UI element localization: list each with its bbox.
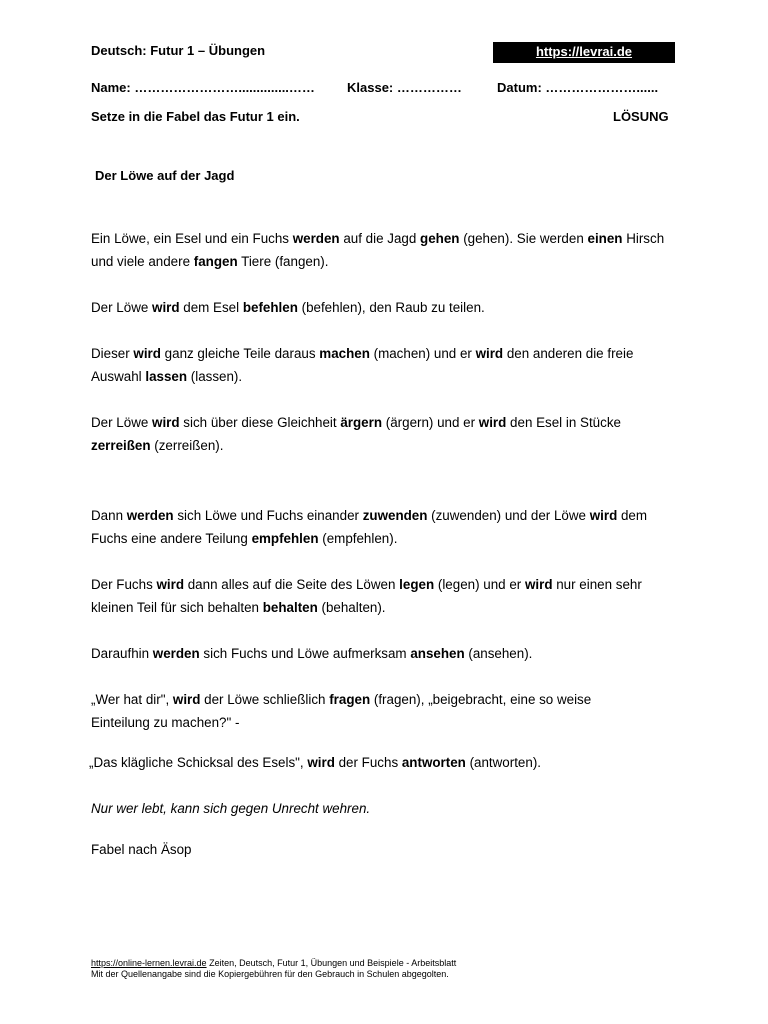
answer-word: antworten xyxy=(401,755,466,770)
story-text: (gehen). Sie werden xyxy=(459,231,588,246)
story-title: Der Löwe auf der Jagd xyxy=(95,168,235,183)
answer-word: wird xyxy=(152,415,180,430)
instruction-text: Setze in die Fabel das Futur 1 ein. xyxy=(91,109,300,124)
story-text: (ansehen). xyxy=(464,646,533,661)
story-source: Fabel nach Äsop xyxy=(91,842,192,857)
answer-word: wird xyxy=(152,300,180,315)
answer-word: machen xyxy=(319,346,370,361)
answer-word: empfehlen xyxy=(251,531,319,546)
story-text: dann alles auf die Seite des Löwen xyxy=(184,577,400,592)
answer-word: werden xyxy=(126,508,174,523)
story-paragraph xyxy=(91,342,679,388)
story-text: der Löwe schließlich xyxy=(200,692,330,707)
story-text: den Esel in Stücke xyxy=(506,415,621,430)
klasse-field: Klasse: …………… xyxy=(347,80,462,95)
footer-line-2: Mit der Quellenangabe sind die Kopiergebühren für den Gebrauch in Schulen abgegolten. xyxy=(91,969,449,979)
datum-field: Datum: …………………...... xyxy=(497,80,659,95)
story-text: sich über diese Gleichheit xyxy=(179,415,341,430)
answer-word: zuwenden xyxy=(362,508,428,523)
story-text: dem Esel xyxy=(179,300,243,315)
story-text: Dann xyxy=(91,508,127,523)
answer-word: wird xyxy=(475,346,504,361)
story-text: Daraufhin xyxy=(91,646,153,661)
story-text: (zuwenden) und der Löwe xyxy=(427,508,590,523)
answer-word: befehlen xyxy=(242,300,298,315)
story-paragraph xyxy=(91,573,679,619)
story-paragraph xyxy=(89,751,677,774)
answer-word: ansehen xyxy=(410,646,465,661)
story-text: ganz gleiche Teile daraus xyxy=(160,346,320,361)
worksheet-title: Deutsch: Futur 1 – Übungen xyxy=(91,43,266,58)
answer-word: werden xyxy=(292,231,340,246)
story-paragraph xyxy=(91,296,679,319)
story-text: (fragen), „beigebracht, eine so weise Einteilung zu machen?" - xyxy=(91,692,592,730)
footer-line-1 xyxy=(91,958,456,969)
story-text: (legen) und er xyxy=(434,577,525,592)
site-url-link[interactable]: https://levrai.de xyxy=(493,42,675,63)
answer-word: behalten xyxy=(262,600,318,615)
story-text: den anderen die freie Auswahl xyxy=(91,346,634,384)
story-paragraph xyxy=(91,688,651,734)
answer-word: wird xyxy=(589,508,618,523)
story-text: (lassen). xyxy=(187,369,243,384)
story-text: (empfehlen). xyxy=(318,531,398,546)
story-text: der Fuchs xyxy=(334,755,402,770)
answer-word: fragen xyxy=(329,692,371,707)
footer-link[interactable]: https://online-lernen.levrai.de xyxy=(91,958,207,968)
story-text: (antworten). xyxy=(465,755,542,770)
story-text: (ärgern) und er xyxy=(382,415,479,430)
story-text: nur einen sehr kleinen Teil für sich behalten xyxy=(91,577,642,615)
answer-word: gehen xyxy=(420,231,460,246)
answer-word: zerreißen xyxy=(91,438,151,453)
answer-word: wird xyxy=(307,755,335,770)
story-text: (machen) und er xyxy=(369,346,476,361)
story-text: (behalten). xyxy=(317,600,386,615)
story-text: auf die Jagd xyxy=(339,231,421,246)
answer-word: einen xyxy=(587,231,623,246)
story-text: dem Fuchs eine andere Teilung xyxy=(91,508,648,546)
story-text: Hirsch und viele andere xyxy=(91,231,665,269)
story-text: Dieser xyxy=(91,346,134,361)
answer-word: legen xyxy=(399,577,435,592)
solution-label: LÖSUNG xyxy=(613,109,669,124)
story-paragraph xyxy=(91,411,679,457)
story-text: „Wer hat dir", xyxy=(91,692,173,707)
footer-line-1-text: Zeiten, Deutsch, Futur 1, Übungen und Beispiele - Arbeitsblatt xyxy=(206,958,457,968)
story-text: Tiere (fangen). xyxy=(237,254,329,269)
answer-word: wird xyxy=(156,577,185,592)
answer-word: werden xyxy=(152,646,200,661)
answer-word: wird xyxy=(524,577,553,592)
name-field: Name: ……………………..............…… xyxy=(91,80,315,95)
story-paragraph xyxy=(91,504,679,550)
story-text: (zerreißen). xyxy=(150,438,224,453)
answer-word: wird xyxy=(172,692,201,707)
story-moral: Nur wer lebt, kann sich gegen Unrecht wehren. xyxy=(91,801,371,816)
answer-word: fangen xyxy=(193,254,238,269)
story-text: sich Fuchs und Löwe aufmerksam xyxy=(199,646,411,661)
answer-word: ärgern xyxy=(340,415,383,430)
answer-word: wird xyxy=(478,415,507,430)
story-text: (befehlen), den Raub zu teilen. xyxy=(297,300,485,315)
story-paragraph xyxy=(91,227,679,273)
story-text: sich Löwe und Fuchs einander xyxy=(173,508,363,523)
answer-word: wird xyxy=(133,346,161,361)
story-text: Der Löwe xyxy=(91,415,153,430)
answer-word: lassen xyxy=(145,369,188,384)
story-paragraph xyxy=(91,642,679,665)
story-text: Ein Löwe, ein Esel und ein Fuchs xyxy=(91,231,293,246)
story-text: Der Fuchs xyxy=(91,577,157,592)
story-text: „Das klägliche Schicksal des Esels", xyxy=(89,755,308,770)
story-text: Der Löwe xyxy=(91,300,153,315)
